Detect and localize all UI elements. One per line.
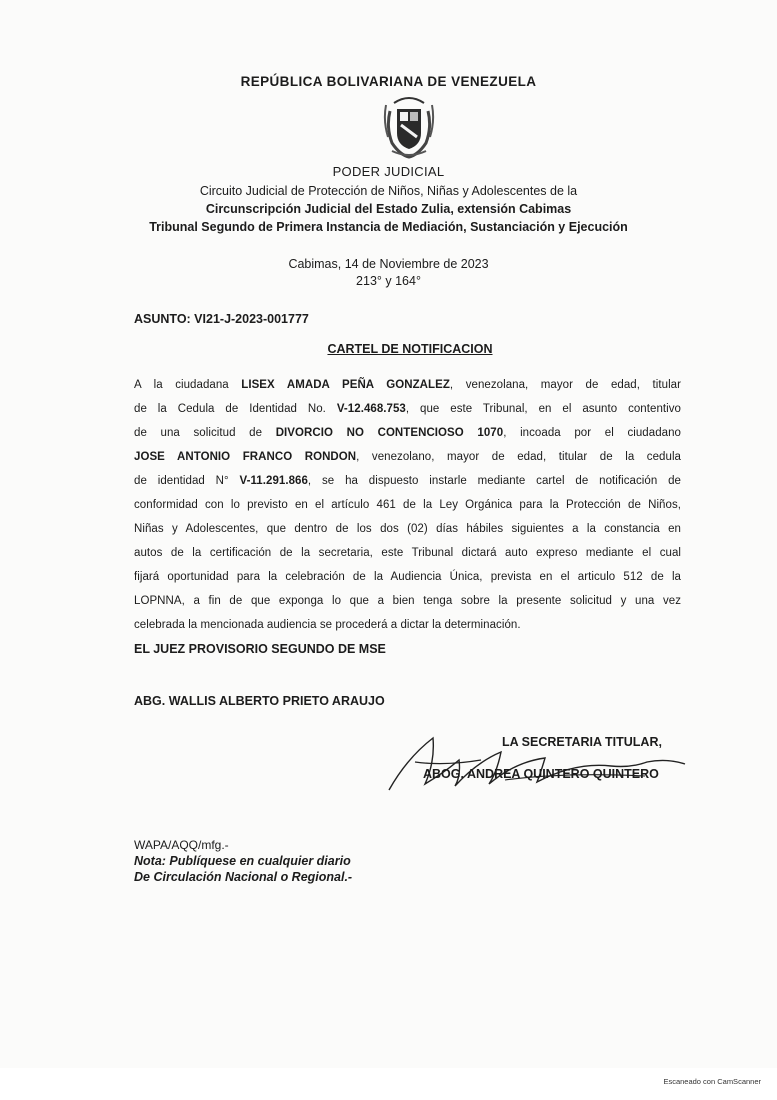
body-line-2 [134, 402, 681, 416]
party-name: JOSE ANTONIO FRANCO RONDON [134, 451, 357, 463]
body-text: , venezolana, mayor de edad, titular [449, 379, 681, 391]
judge-title: EL JUEZ PROVISORIO SEGUNDO DE MSE [134, 642, 386, 656]
circuit-line-1: Circuito Judicial de Protección de Niños, Niñas y Adolescentes de la [199, 184, 578, 198]
body-text: , venezolano, mayor de edad, titular de la cedula [356, 451, 681, 463]
poder-judicial-heading: PODER JUDICIAL [332, 164, 445, 179]
body-line-4 [134, 450, 681, 464]
body-line-11: celebrada la mencionada audiencia se procederá a dictar la determinación. [134, 619, 521, 631]
case-number: ASUNTO: VI21-J-2023-001777 [134, 312, 309, 326]
circuit-line-3: Tribunal Segundo de Primera Instancia de Mediación, Sustanciación y Ejecución [149, 220, 628, 234]
id-number: V-11.291.866 [239, 475, 308, 487]
author-initials: WAPA/AQQ/mfg.- [134, 838, 229, 852]
body-line-6: conformidad con lo previsto en el artículo 461 de la Ley Orgánica para la Protección de Niños, [134, 499, 681, 511]
body-text: de una solicitud de [134, 427, 276, 439]
circuit-line-2: Circunscripción Judicial del Estado Zulia, extensión Cabimas [205, 202, 572, 216]
republic-heading: REPÚBLICA BOLIVARIANA DE VENEZUELA [240, 74, 537, 89]
party-name: LISEX AMADA PEÑA GONZALEZ [241, 379, 450, 391]
body-line-10: LOPNNA, a fin de que exponga lo que a bien tenga sobre la presente solicitud y una vez [134, 595, 681, 607]
body-line-1 [134, 378, 681, 392]
secretary-name: ABOG. ANDREA QUINTERO QUINTERO [423, 767, 659, 781]
judge-name: ABG. WALLIS ALBERTO PRIETO ARAUJO [134, 694, 385, 708]
secretary-title: LA SECRETARIA TITULAR, [502, 735, 662, 749]
coat-of-arms-icon [380, 93, 438, 159]
body-line-9: fijará oportunidad para la celebración de la Audiencia Única, prevista en el articulo 512 de la [134, 571, 681, 583]
id-number: V-12.468.753 [336, 403, 406, 415]
publication-note-line-1: Nota: Publíquese en cualquier diario [134, 854, 351, 868]
publication-note-line-2: De Circulación Nacional o Regional.- [134, 870, 353, 884]
document-date: Cabimas, 14 de Noviembre de 2023 [288, 257, 489, 271]
body-line-3 [134, 426, 681, 440]
body-line-7: Niñas y Adolescentes, que dentro de los dos (02) días hábiles siguientes a la constancia en [134, 523, 681, 535]
body-text: , incoada por el ciudadano [503, 427, 681, 439]
document-title [0, 342, 640, 356]
body-text: , se ha dispuesto instarle mediante cartel de notificación de [307, 475, 681, 487]
body-text: de identidad N° [134, 475, 240, 487]
case-type: DIVORCIO NO CONTENCIOSO 1070 [275, 427, 504, 439]
document-years: 213° y 164° [356, 274, 421, 288]
body-line-8: autos de la certificación de la secretaria, este Tribunal dictará auto expreso mediante el cual [134, 547, 681, 559]
document-title-text: CARTEL DE NOTIFICACION [327, 342, 493, 356]
body-text: de la Cedula de Identidad No. [134, 403, 337, 415]
scanner-watermark: Escaneado con CamScanner [663, 1077, 761, 1086]
body-text: , que este Tribunal, en el asunto contentivo [405, 403, 681, 415]
body-text: A la ciudadana [134, 379, 242, 391]
body-line-5 [134, 474, 681, 488]
